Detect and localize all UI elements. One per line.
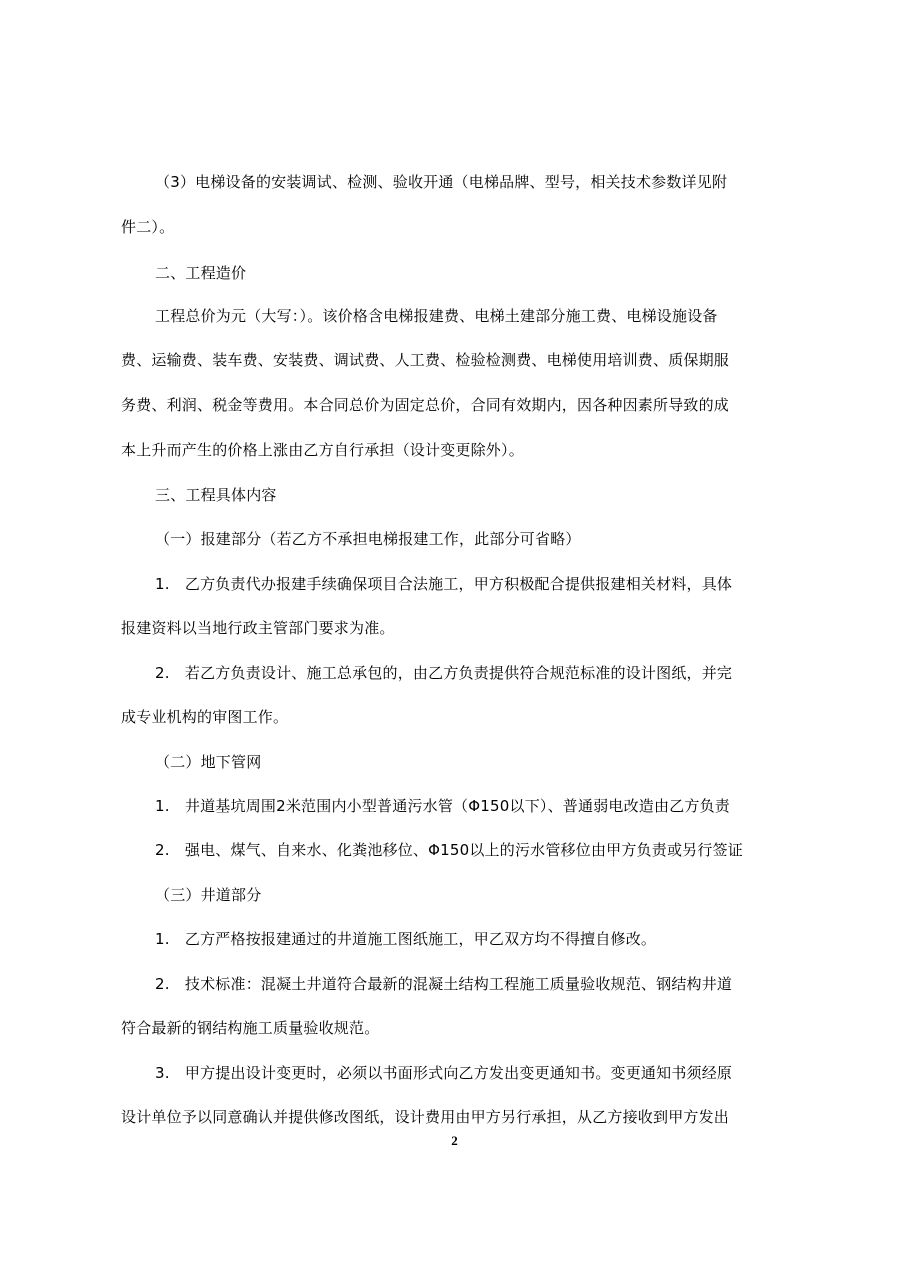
- text-line: 2. 若乙方负责设计、施工总承包的，由乙方负责提供符合规范标准的设计图纸，并完: [155, 664, 733, 682]
- text-line: 1. 乙方严格按报建通过的井道施工图纸施工，甲乙双方均不得擅自修改。: [155, 930, 657, 948]
- text-line: 符合最新的钢结构施工质量验收规范。: [121, 1019, 380, 1037]
- text-line: 工程总价为元（大写：）。该价格含电梯报建费、电梯土建部分施工费、电梯设施设备: [155, 307, 718, 325]
- text-line: 设计单位予以同意确认并提供修改图纸，设计费用由甲方另行承担，从乙方接收到甲方发出: [121, 1108, 730, 1126]
- section-heading: 二、工程造价: [155, 264, 247, 282]
- text-line: 2. 强电、煤气、自来水、化粪池移位、Φ150以上的污水管移位由甲方负责或另行签证: [155, 841, 743, 859]
- text-line: 3. 甲方提出设计变更时，必须以书面形式向乙方发出变更通知书。变更通知书须经原: [155, 1064, 733, 1082]
- page-number: 2: [451, 1133, 458, 1148]
- text-line: 成专业机构的审图工作。: [121, 708, 289, 726]
- subsection-heading: （二）地下管网: [155, 753, 262, 771]
- text-line: 2. 技术标准：混凝土井道符合最新的混凝土结构工程施工质量验收规范、钢结构井道: [155, 975, 733, 993]
- text-line: 务费、利润、税金等费用。本合同总价为固定总价，合同有效期内，因各种因素所导致的成: [121, 396, 730, 414]
- text-line: 报建资料以当地行政主管部门要求为准。: [121, 619, 395, 637]
- text-line: 1. 井道基坑周围2米范围内小型普通污水管（Φ150以下）、普通弱电改造由乙方负责: [155, 797, 730, 815]
- text-line: 1. 乙方负责代办报建手续确保项目合法施工，甲方积极配合提供报建相关材料，具体: [155, 575, 733, 593]
- section-heading: 三、工程具体内容: [155, 486, 277, 504]
- subsection-heading: （一）报建部分（若乙方不承担电梯报建工作，此部分可省略）: [155, 530, 581, 548]
- text-line: （3）电梯设备的安装调试、检测、验收开通（电梯品牌、型号，相关技术参数详见附: [155, 173, 728, 191]
- text-line: 费、运输费、装车费、安装费、调试费、人工费、检验检测费、电梯使用培训费、质保期服: [121, 351, 730, 369]
- text-line: 本上升而产生的价格上涨由乙方自行承担（设计变更除外）。: [121, 441, 524, 459]
- subsection-heading: （三）井道部分: [155, 886, 262, 904]
- text-line: 件二）。: [121, 218, 175, 236]
